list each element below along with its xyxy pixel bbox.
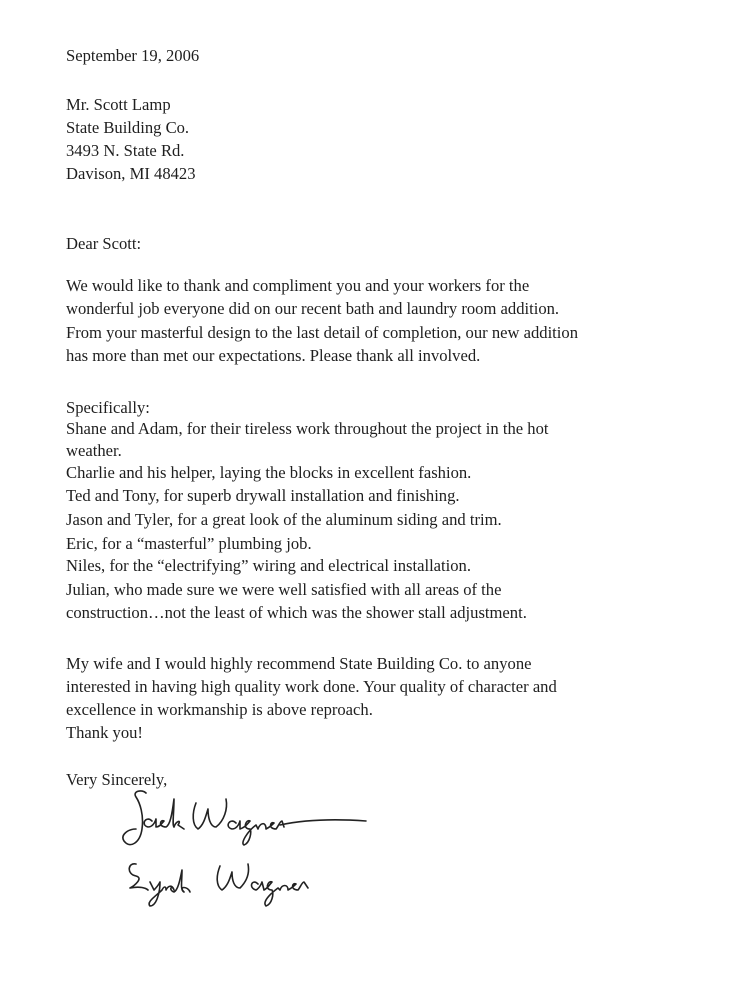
closing: Very Sincerely,	[66, 770, 168, 789]
paragraph-1-line: From your masterful design to the last detail of completion, our new addition	[66, 323, 578, 342]
specifics-line: Shane and Adam, for their tireless work throughout the project in the hot	[66, 419, 549, 438]
paragraph-1-line: We would like to thank and compliment you and your workers for the	[66, 276, 530, 295]
thank-you-line: Thank you!	[66, 723, 143, 742]
paragraph-2-line: interested in having high quality work done. Your quality of character and	[66, 677, 557, 696]
paragraph-2-line: My wife and I would highly recommend State Building Co. to anyone	[66, 654, 532, 673]
specifics-line: Julian, who made sure we were well satisfied with all areas of the	[66, 580, 502, 599]
paragraph-1-line: wonderful job everyone did on our recent bath and laundry room addition.	[66, 299, 560, 318]
letter-date: September 19, 2006	[66, 46, 200, 65]
recipient-street: 3493 N. State Rd.	[66, 141, 185, 160]
recipient-name: Mr. Scott Lamp	[66, 95, 171, 114]
specifics-line: Jason and Tyler, for a great look of the aluminum siding and trim.	[66, 510, 502, 529]
specifically-heading: Specifically:	[66, 398, 150, 417]
specifics-line: Charlie and his helper, laying the blocks in excellent fashion.	[66, 463, 472, 482]
specifics-line: Niles, for the “electrifying” wiring and electrical installation.	[66, 556, 472, 575]
recipient-company: State Building Co.	[66, 118, 190, 137]
specifics-line: weather.	[66, 441, 122, 460]
specifics-line: construction…not the least of which was the shower stall adjustment.	[66, 603, 527, 622]
specifics-line: Ted and Tony, for superb drywall installation and finishing.	[66, 486, 460, 505]
specifics-line: Eric, for a “masterful” plumbing job.	[66, 534, 312, 553]
signature-lynda-wagner	[122, 852, 332, 912]
signature-jack-wagner	[118, 785, 368, 855]
recipient-city: Davison, MI 48423	[66, 164, 196, 183]
paragraph-1-line: has more than met our expectations. Please thank all involved.	[66, 346, 481, 365]
paragraph-2-line: excellence in workmanship is above reproach.	[66, 700, 373, 719]
salutation: Dear Scott:	[66, 234, 142, 253]
